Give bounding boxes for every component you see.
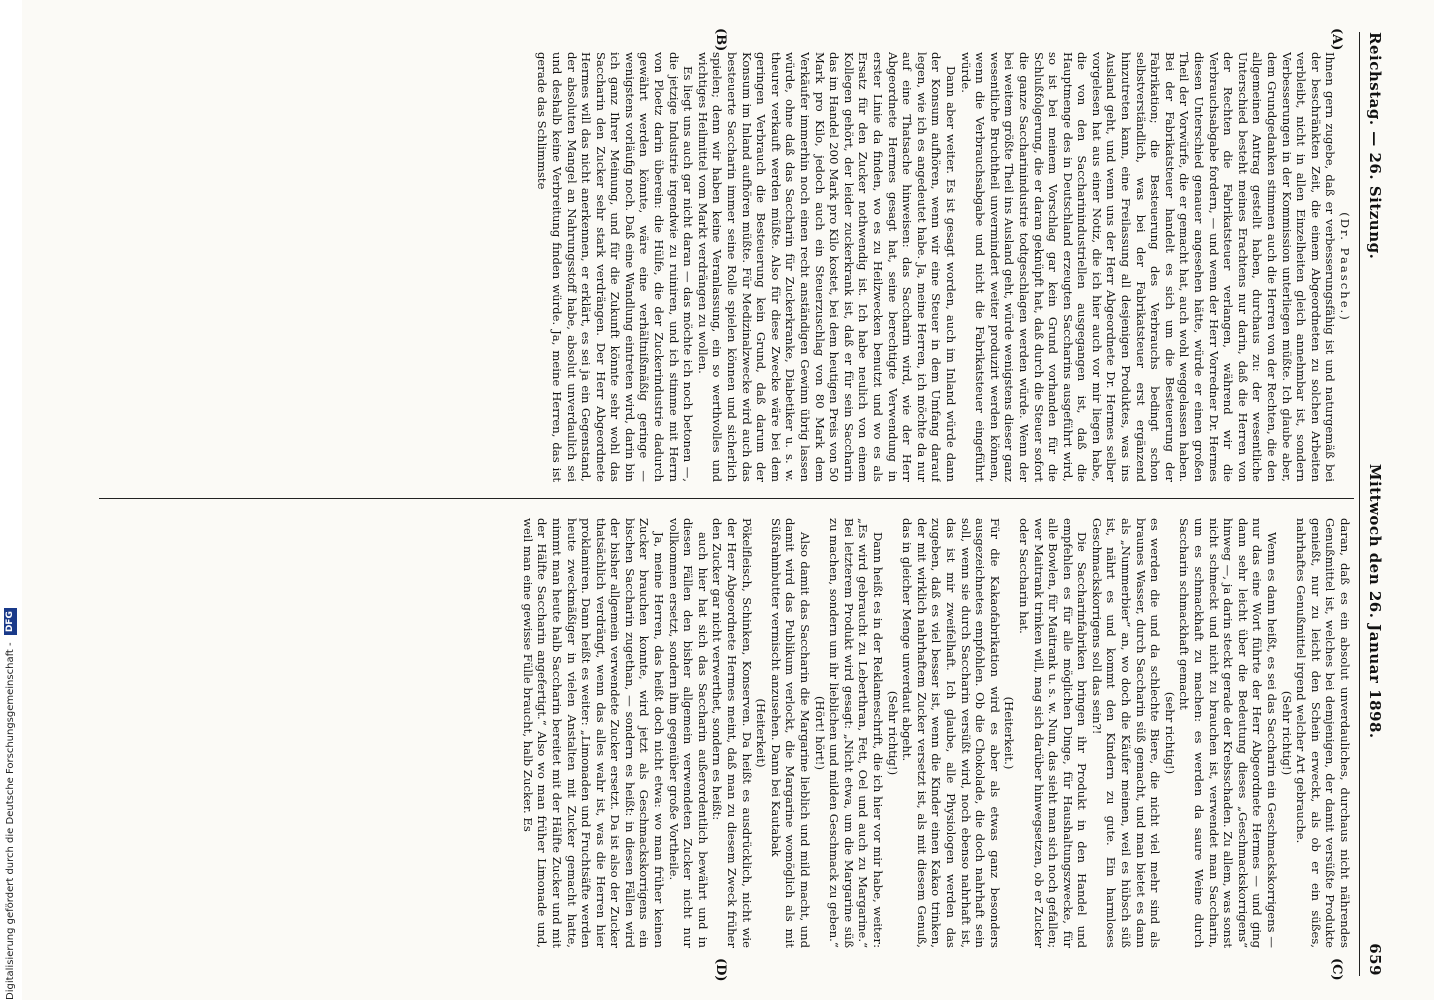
paragraph: Wenn es dann heißt, es sei das Saccharin ein Geschmackskorrigens — nur das eine Wort führte der Herr Abgeordnete Hermes — und ging dann sehr leicht über die Bedeutung dieses „Geschmackskorrigens“ hinweg —, ja darin steckt gerade der Krebsschaden. Zu allem, was sonst nicht schmeckt und nicht zu brauchen ist, verwendet man Saccharin, um es schmackhaft zu machen: es werden da saure Weine durch Saccharin schmackhaft gemacht — [1177, 518, 1280, 948]
header-rule — [1359, 32, 1360, 976]
interjection: (Sehr richtig!) — [1279, 690, 1294, 776]
page-header — [1362, 32, 1388, 976]
paragraph: Ja, meine Herren, das heißt doch nicht etwa: wo man früher keinen Zucker brauchen konnte, wird jetzt als Geschmackskorrigens ein bischen Saccharin zugethan, — sondern es heißt: in diesen Fällen wird der bisher allgemein verwendete Zucker ersetzt. Da ist also der Zucker thatsächlich verdrängt, wenn das alles wahr ist, was die Herren hier proklamiren. Dann heißt es weiter: „Limonaden und Fruchtsäfte werden heute zweckmäßiger in vielen Anstalten mit Zucker gemacht hatte, nimmt man heute halb Saccharin bereitet mit der Hälfte Zucker und mit der Hälfte Saccharin angefertigt.“ Also wo man früher Limonade und, weil man eine gewisse Fülle braucht, halb Zucker. Es — [520, 518, 667, 948]
page-footer — [2, 0, 20, 1000]
margin-marker-a: (A) — [1329, 28, 1344, 51]
margin-marker-c: (C) — [1329, 958, 1344, 981]
page-number: 659 — [1366, 943, 1384, 976]
speaker-name: (Dr. Paasche.) — [1338, 212, 1352, 322]
footer-credit-text: Digitalisierung gefördert durch die Deutsche Forschungsgemeinschaft - — [5, 642, 16, 1000]
paragraph: daran, daß es ein absolut unverdauliches, durchaus nicht nährendes Genußmittel ist, welches bei demjenigen, der damit versüßte Produkte genießt, nur zu leicht den Schein erweckt, als ob er ein süßes, nahrhaftes Genußmittel irgend welcher Art gebrauche. — [1294, 518, 1352, 948]
interjection: (Hört! hört!) — [812, 696, 827, 770]
running-head: Reichstag. — 26. Sitzung. — [1366, 32, 1384, 260]
paragraph: es werden die und da schlechte Biere, die nicht viel mehr sind als braunes Wasser, durch Saccharin süß gemacht, und man bietet es dann als „Nummerbier“ an, wo doch die Käufer meinen, weil es hübsch süß ist, nährt es und kommt den Kindern zu gute. Ein harmloses Geschmackskorrigens soll das sein?! — [1089, 518, 1163, 948]
footer-credit — [2, 0, 20, 1000]
paragraph: Es liegt uns auch gar nicht daran — das möchte ich noch betonen —, die jetzige Industrie irgendwie zu ruiniren, und ich stimme mit Herrn von Ploetz darin überein: die Hülfe, die der Zuckerindustrie dadurch gewährt werden könnte, wäre eine verhältnißmäßig geringe — wenigstens vorläufig noch. Daß eine Wandlung eintreten wird, darin bin ich ganz Ihrer Meinung, und für die Zukunft könnte sehr wohl das Saccharin den Zucker sehr stark verdrängen. Der Herr Abgeordnete Hermes will das nicht anerkennen, er erklärt, es sei ja ein Gegenstand, der absoluten Mangel an Nahrungsstoff habe, absolut unverdaulich sei und deshalb keine Verbreitung finden würde. Ja, meine Herren, das ist gerade das Schlimmste — [535, 52, 696, 482]
paragraph: Dann aber weiter. Es ist gesagt worden, auch im Inland würde dann der Konsum aufhören, wenn wir eine Steuer in dem Umfang darauf legen, wie ich es angedeutet habe. Ja, meine Herren, ich möchte da nur auf eine Thatsache hinweisen: das Saccharin wird, wie der Herr Abgeordnete Hermes gesagt hat, seine berechtigte Verwendung in erster Linie da finden, wo es zu Heilzwecken benutzt und wo es als Ersatz für den Zucker nothwendig ist. Ich habe neulich von einem Kollegen gehört, der leider zuckerkrank ist, daß er für sein Saccharin das im Handel 200 Mark pro Kilo kostet, bei dem heutigen Preis von 50 Mark pro Kilo, jedoch auch ein Steuerzuschlag von 80 Mark dem Verkäufer immerhin noch einen recht anständigen Gewinn übrig lassen würde, ohne daß das Saccharin für Zuckerkranke, Diabetiker u. s. w. theurer verkauft werden müßte. Also für diese Zwecke wäre bei dem geringen Verbrauch die Besteuerung kein Grund, daß darum der Konsum im Inland aufhören müßte. Für Medizinalzwecke wird auch das besteuerte Saccharin immer seine Rolle spielen können und sicherlich spielen; denn wir haben keine Veranlassung, ein so werthvolles und wichtiges Heilmittel vom Markt verdrängen zu wollen. — [695, 52, 958, 482]
paragraph: Also damit das Saccharin die Margarine lieblich und mild macht, und damit wird das Publikum verlockt, die Margarine womöglich als mit Süßrahmbutter vermischt anzusehen. Dann bei Kautabak — [768, 518, 813, 948]
interjection: (Sehr richtig!) — [885, 690, 900, 776]
quotation: auch hier hat sich das Saccharin außerordentlich bewährt und in diesen Fällen den bisher allgemein verwendeten Zucker nicht nur vollkommen ersetzt, sondern ihm gegenüber große Vortheile. — [666, 518, 710, 948]
paragraph: Ihnen gern zugebe, daß er verbesserungsfähig ist und naturgemäß bei der beschränkten Zeit, die einem Abgeordneten zu solchen Arbeiten verbleibt, nicht in allen Einzelheiten gleich annehmbar ist, sondern Verbesserungen in der Kommission unterliegen müßte. Ich glaube aber, dem Grundgedanken stimmen auch die Herren von der Rechten, die den allgemeinen Antrag gestellt haben, durchaus zu: der wesentliche Unterschied besteht meines Erachtens nur darin, daß die Herren von der Rechten die Fabrikatsteuer verlangen, während wir die Verbrauchsabgabe fordern, — und wenn der Herr Vorredner Dr. Hermes diesen Unterschied genauer angesehen hätte, würde er einen großen Theil der Vorwürfe, die er gemacht hat, auch wohl weggelassen haben. Bei der Fabrikatsteuer handelt es sich um die Besteuerung der Fabrikation; die Besteuerung des Verbrauchs bedingt schon selbstverständlich, was bei der Fabrikatsteuer erst ergänzend hinzutreten kann, eine Freilassung all desjenigen Produktes, was ins Ausland geht, und wenn uns der Herr Abgeordnete Dr. Hermes selber vorgelesen hat aus einer Notiz, die ich hier auch vor mir liegen habe, die von den Saccharinindustriellen ausgegangen ist, daß die Hauptmenge des in Deutschland erzeugten Saccharins ausgeführt wird, so ist bei meinem Vorschlag gar kein Grund vorhanden für die Schlußfolgerung, die er daran geknüpft hat, daß durch die Steuer sofort die ganze Saccharinindustrie todtgeschlagen werden würde. Wenn der bei weitem größte Theil ins Ausland geht, würde wenigstens dieser ganz wesentliche Bruchtheil unvermindert weiter produzirt werden können, wenn die Verbrauchsabgabe und nicht die Fabrikatsteuer eingeführt würde. — [958, 52, 1338, 482]
scanned-page — [22, 0, 1434, 1000]
column-divider — [99, 498, 1354, 499]
interjection: (Heiterkeit.) — [1002, 696, 1017, 770]
paragraph: Für die Kakaofabrikation wird es aber als etwas ganz besonders ausgezeichnetes empfohlen. Ob die Chokolade, die doch nahrhaft sein soll, wenn sie durch Saccharin versüßt wird, noch ebenso nahrhaft ist, das ist mir zweifelhaft. Ich glaube, alle Physiologen werden das zugeben, daß es viel besser ist, wenn die Kinder einen Kakao trinken, der mit wirklich nahrhaftem Zucker versetzt ist, als mit diesem Genuß, das in gleicher Menge unverdaut abgeht. — [900, 518, 1002, 948]
date-line: Mittwoch den 26. Januar 1898. — [1366, 463, 1384, 739]
right-column — [102, 518, 1352, 948]
paragraph: Die Saccharinfabriken bringen ihr Produkt in den Handel und empfehlen es für alle möglichen Dinge, für Haushaltungszwecke, für alle Bowlen, für Maitrank u. s. w. Nun, das sieht man sich noch gefallen; wer Maitrank trinken will, mag sich darüber hinwegsetzen, ob er Zucker oder Saccharin hat. — [1016, 518, 1090, 948]
interjection: (Heiterkeit) — [754, 698, 769, 768]
interjection: (sehr richtig!) — [1162, 691, 1177, 775]
margin-marker-d: (D) — [713, 958, 728, 982]
paragraph: Pökelfleisch, Schinken, Konserven. Da heißt es ausdrücklich, nicht wie der Herr Abgeordnete Hermes meint, daß man zu diesem Zweck früher den Zucker gar nicht verwerthet, sondern es heißt: — [710, 518, 754, 948]
dfg-logo: DFG — [4, 608, 17, 635]
rotated-page-content — [88, 24, 1388, 984]
margin-marker-b: (B) — [713, 28, 728, 52]
paragraph: Dann heißt es in der Reklameschrift, die ich hier vor mir habe, weiter: „Es wird gebraucht zu Leberthran, Fett, Oel und auch zu Margarine.“ Bei letzterem Produkt wird gesagt: „Nicht etwa, um die Margarine süß zu machen, sondern um ihr lieblichen und milden Geschmack zu geben.“ — [827, 518, 885, 948]
left-column — [102, 52, 1352, 482]
